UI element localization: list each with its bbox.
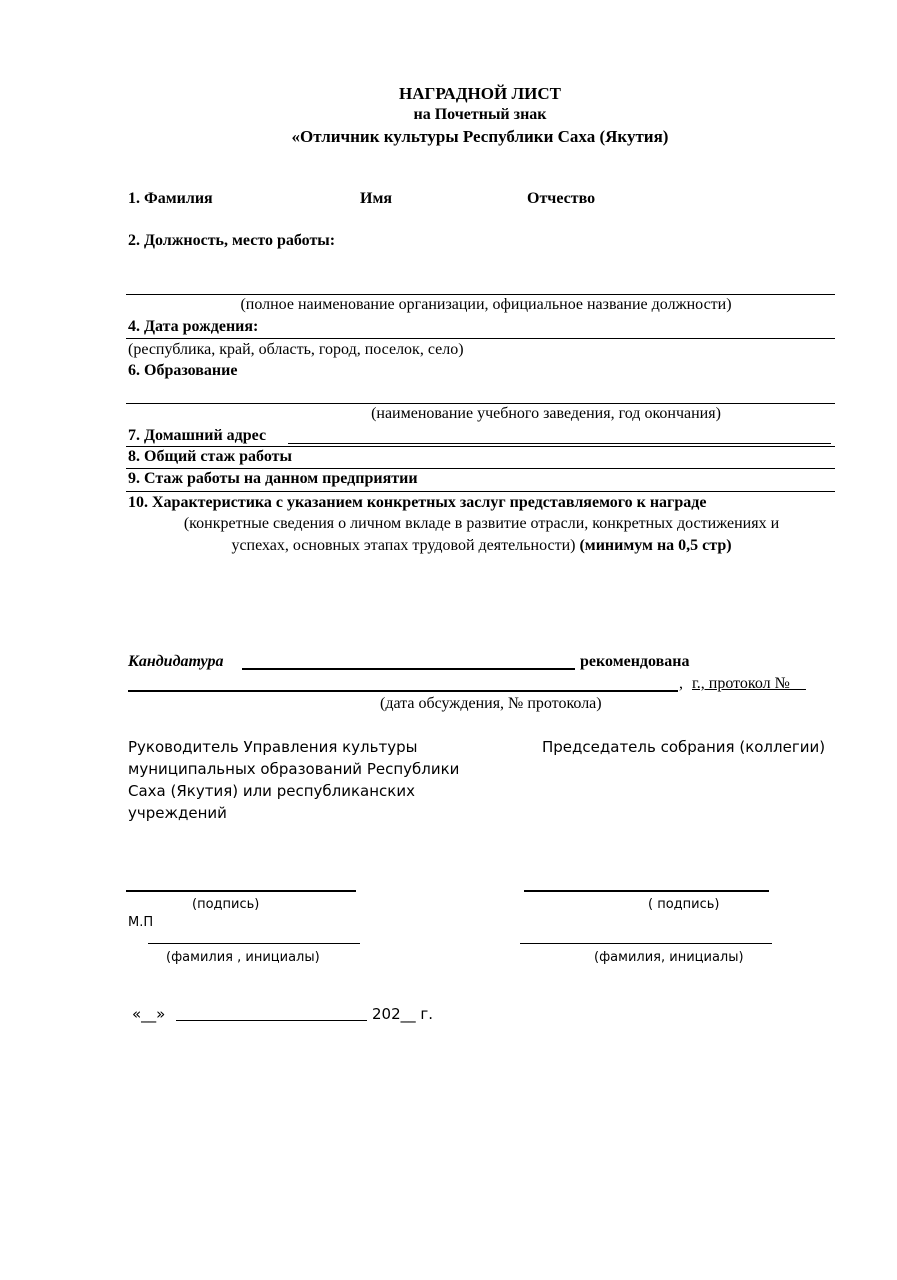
date-month-line [176,1020,367,1021]
left-signer-title: Руководитель Управления культуры муниципальных образований Республики Саха (Якутия) или республиканских учреждений [128,738,460,822]
characteristic-hint-1: (конкретные сведения о личном вкладе в развитие отрасли, конкретных достижениях и [183,515,780,532]
field-enterprise-experience: 9. Стаж работы на данном предприятии [128,470,418,487]
award-name: «Отличник культуры Республики Саха (Якутия) [291,127,669,146]
candidate-line [242,668,575,670]
characteristic-hint-2-text: успехах, основных этапах трудовой деятельности) [231,537,576,554]
field-home-address: 7. Домашний адрес [128,427,267,444]
right-name-line [520,943,772,944]
comma: , [679,675,683,692]
left-name-hint: (фамилия , инициалы) [166,950,320,965]
right-name-hint: (фамилия, инициалы) [594,950,744,965]
field-position: 2. Должность, место работы: [128,232,336,249]
right-sign-hint: ( подпись) [648,897,720,912]
experience-line [126,468,835,469]
form-title: НАГРАДНОЙ ЛИСТ [399,84,561,103]
date-day: «__» [132,1005,166,1023]
field-patronymic: Отчество [527,190,596,207]
field-characteristic: 10. Характеристика с указанием конкретных заслуг представляемого к награде [128,494,707,511]
field-surname: 1. Фамилия [128,190,213,207]
left-name-line [148,943,360,944]
recommended-label: рекомендована [580,653,690,670]
protocol-label: г., протокол №__ [692,675,806,692]
field-birth-date: 4. Дата рождения: [128,318,259,335]
candidate-label: Кандидатура [128,653,224,670]
date-year: 202__ г. [372,1005,434,1023]
characteristic-hint-2 [128,537,835,555]
form-subtitle: на Почетный знак [413,106,547,123]
enterprise-line [126,491,835,492]
left-sign-hint: (подпись) [192,897,260,912]
education-hint: (наименование учебного заведения, год окончания) [371,405,721,422]
address-row-line [126,446,835,447]
left-signature-line [126,890,356,892]
characteristic-minimum: (минимум на 0,5 стр) [579,537,732,554]
birth-line [126,338,835,339]
right-signer-title: Председатель собрания (коллегии) [542,738,826,756]
position-hint: (полное наименование организации, официальное название должности) [240,296,732,313]
discussion-hint: (дата обсуждения, № протокола) [380,695,602,712]
education-line [126,403,835,404]
address-line [288,443,831,444]
field-total-experience: 8. Общий стаж работы [128,448,292,465]
right-signature-line [524,890,769,892]
stamp-label: М.П [128,915,154,930]
birth-hint: (республика, край, область, город, поселок, село) [128,341,464,358]
date-discussion-line [128,690,678,692]
field-name: Имя [360,190,392,207]
field-education: 6. Образование [128,362,238,379]
position-line [126,294,835,295]
